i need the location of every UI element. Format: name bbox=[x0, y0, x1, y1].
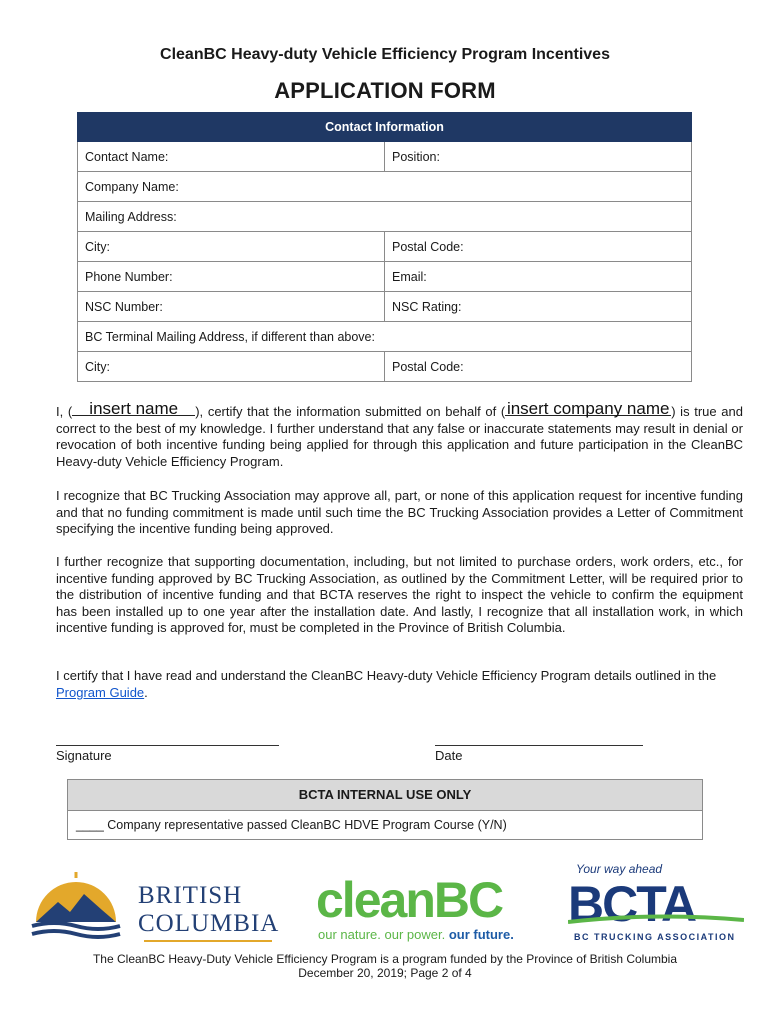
bcta-tagline: Your way ahead bbox=[576, 862, 663, 876]
certification-text: and correct to the best of my knowledge. I further understand that any false or inaccurate statements may result in denial or revocation of both incentive funding being applied for through this application and future participation in the CleanBC Heavy-duty Vehicle Efficiency Program. bbox=[56, 404, 743, 469]
cleanbc-logo bbox=[314, 872, 524, 944]
certification-paragraph: I, ( insert name ), certify that the information submitted on behalf of ( insert company name ) is true and correct to the best of my knowledge. I further understand that any false or inaccurate statements may result in denial or revocation of both incentive funding being applied for through this application and future participation in the CleanBC Heavy-duty Vehicle Efficiency Program. bbox=[56, 398, 743, 469]
bc-logo-line1: BRITISH bbox=[138, 882, 243, 909]
program-guide-link[interactable]: Program Guide bbox=[56, 684, 145, 700]
bcta-logo bbox=[566, 862, 744, 946]
date-line[interactable] bbox=[435, 745, 643, 746]
contact-information-table bbox=[77, 112, 692, 382]
bcta-subtitle: BC TRUCKING ASSOCIATION bbox=[574, 932, 736, 942]
internal-use-box bbox=[67, 779, 703, 840]
contact-section-header: Contact Information bbox=[78, 113, 692, 142]
footer-funding-note: The CleanBC Heavy-Duty Vehicle Efficiency Program is a program funded by the Province of British Columbia bbox=[92, 952, 678, 966]
course-passed-row[interactable]: ____ Company representative passed CleanBC HDVE Program Course (Y/N) bbox=[76, 818, 507, 832]
signature-line[interactable] bbox=[56, 745, 279, 746]
form-title: APPLICATION FORM bbox=[274, 78, 496, 103]
email-field[interactable]: Email: bbox=[385, 262, 692, 292]
british-columbia-logo bbox=[28, 872, 278, 944]
city-field[interactable]: City: bbox=[78, 232, 385, 262]
terminal-city-field[interactable]: City: bbox=[78, 352, 385, 382]
mailing-address-field[interactable]: Mailing Address: bbox=[78, 202, 692, 232]
company-name-input[interactable]: insert company name bbox=[506, 398, 670, 418]
company-name-field[interactable]: Company Name: bbox=[78, 172, 692, 202]
nsc-rating-field[interactable]: NSC Rating: bbox=[385, 292, 692, 322]
position-field[interactable]: Position: bbox=[385, 142, 692, 172]
internal-use-header: BCTA INTERNAL USE ONLY bbox=[68, 780, 702, 811]
terminal-address-field[interactable]: BC Terminal Mailing Address, if different than above: bbox=[78, 322, 692, 352]
document-title: CleanBC Heavy-duty Vehicle Efficiency Program Incentives bbox=[160, 46, 610, 63]
cleanbc-wordmark: cleanBC bbox=[316, 872, 503, 928]
phone-number-field[interactable]: Phone Number: bbox=[78, 262, 385, 292]
signature-label: Signature bbox=[56, 748, 112, 763]
date-label: Date bbox=[435, 748, 463, 763]
bc-logo-line2: COLUMBIA bbox=[138, 910, 280, 937]
postal-code-field[interactable]: Postal Code: bbox=[385, 232, 692, 262]
footer-date-page: December 20, 2019; Page 2 of 4 bbox=[298, 966, 472, 980]
page-footer bbox=[0, 952, 770, 980]
terminal-postal-code-field[interactable]: Postal Code: bbox=[385, 352, 692, 382]
bc-logo-underline bbox=[144, 940, 272, 942]
funding-approval-paragraph: I recognize that BC Trucking Association may approve all, part, or none of this application request for incentive funding and that no funding commitment is made until such time the BC Trucking Association provides a Letter of Commitment specifying the incentive funding being approved. bbox=[56, 488, 743, 536]
name-input[interactable]: insert name bbox=[72, 402, 195, 416]
nsc-number-field[interactable]: NSC Number: bbox=[78, 292, 385, 322]
program-guide-paragraph: I certify that I have read and understand the CleanBC Heavy-duty Vehicle Efficiency Program details outlined in the Program Guide. bbox=[56, 668, 717, 700]
contact-name-field[interactable]: Contact Name: bbox=[78, 142, 385, 172]
bcta-swoosh-icon bbox=[568, 912, 744, 926]
bcta-wordmark: BCTA bbox=[568, 876, 696, 932]
cleanbc-tagline: our nature. our power. our future. bbox=[318, 927, 514, 942]
documentation-paragraph: I further recognize that supporting documentation, including, but not limited to purchase orders, work orders, etc., for incentive funding approved by BC Trucking Association, as outlined by the Commitment Letter, will be required prior to the distribution of incentive funding and that BCTA reserves the right to inspect the vehicle to confirm the equipment has been installed up to one year after the installation date. And lastly, I recognize that all installation work, in which incentive funding is approved for, must be completed in the Province of British Columbia. bbox=[56, 554, 743, 635]
